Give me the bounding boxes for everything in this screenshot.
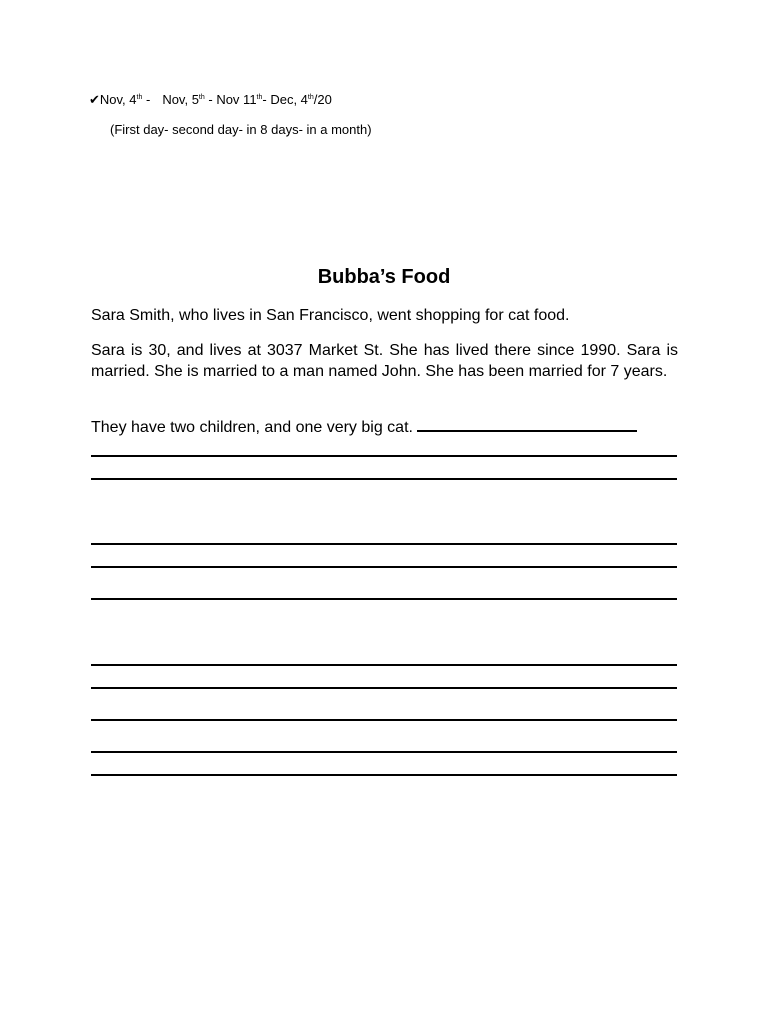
answer-line[interactable]: [91, 687, 677, 689]
ordinal-suffix: th: [256, 94, 263, 101]
answer-line[interactable]: [91, 751, 677, 753]
checkmark-icon: ✔: [89, 92, 100, 107]
answer-line[interactable]: [91, 566, 677, 568]
answer-line[interactable]: [91, 478, 677, 480]
story-paragraph-1: Sara Smith, who lives in San Francisco, went shopping for cat food.: [91, 307, 570, 324]
date-first: Nov, 4: [99, 92, 137, 107]
story-paragraph-3: [91, 416, 678, 438]
date-fourth: - Dec, 4: [262, 92, 308, 107]
date-separator: -: [142, 92, 151, 107]
ordinal-suffix: th: [136, 94, 143, 101]
date-year: /20: [313, 92, 332, 107]
answer-line[interactable]: [91, 598, 677, 600]
answer-line[interactable]: [91, 543, 677, 545]
ordinal-suffix: th: [198, 94, 205, 101]
answer-line[interactable]: [91, 455, 677, 457]
answer-blank-inline[interactable]: [417, 416, 637, 432]
answer-line[interactable]: [91, 774, 677, 776]
date-second: Nov, 5: [162, 92, 199, 107]
answer-line[interactable]: [91, 664, 677, 666]
answer-line[interactable]: [91, 719, 677, 721]
date-schedule-note: (First day- second day- in 8 days- in a month): [110, 122, 372, 137]
story-paragraph-3-text: They have two children, and one very big cat.: [91, 419, 413, 436]
ordinal-suffix: th: [307, 94, 314, 101]
story-title: Bubba’s Food: [317, 266, 451, 288]
date-third: - Nov 11: [204, 92, 257, 107]
date-schedule: [89, 92, 332, 108]
story-paragraph-2: Sara is 30, and lives at 3037 Market St. She has lived there since 1990. Sara is married. She is married to a man named John. She has been married for 7 years.: [91, 342, 678, 380]
